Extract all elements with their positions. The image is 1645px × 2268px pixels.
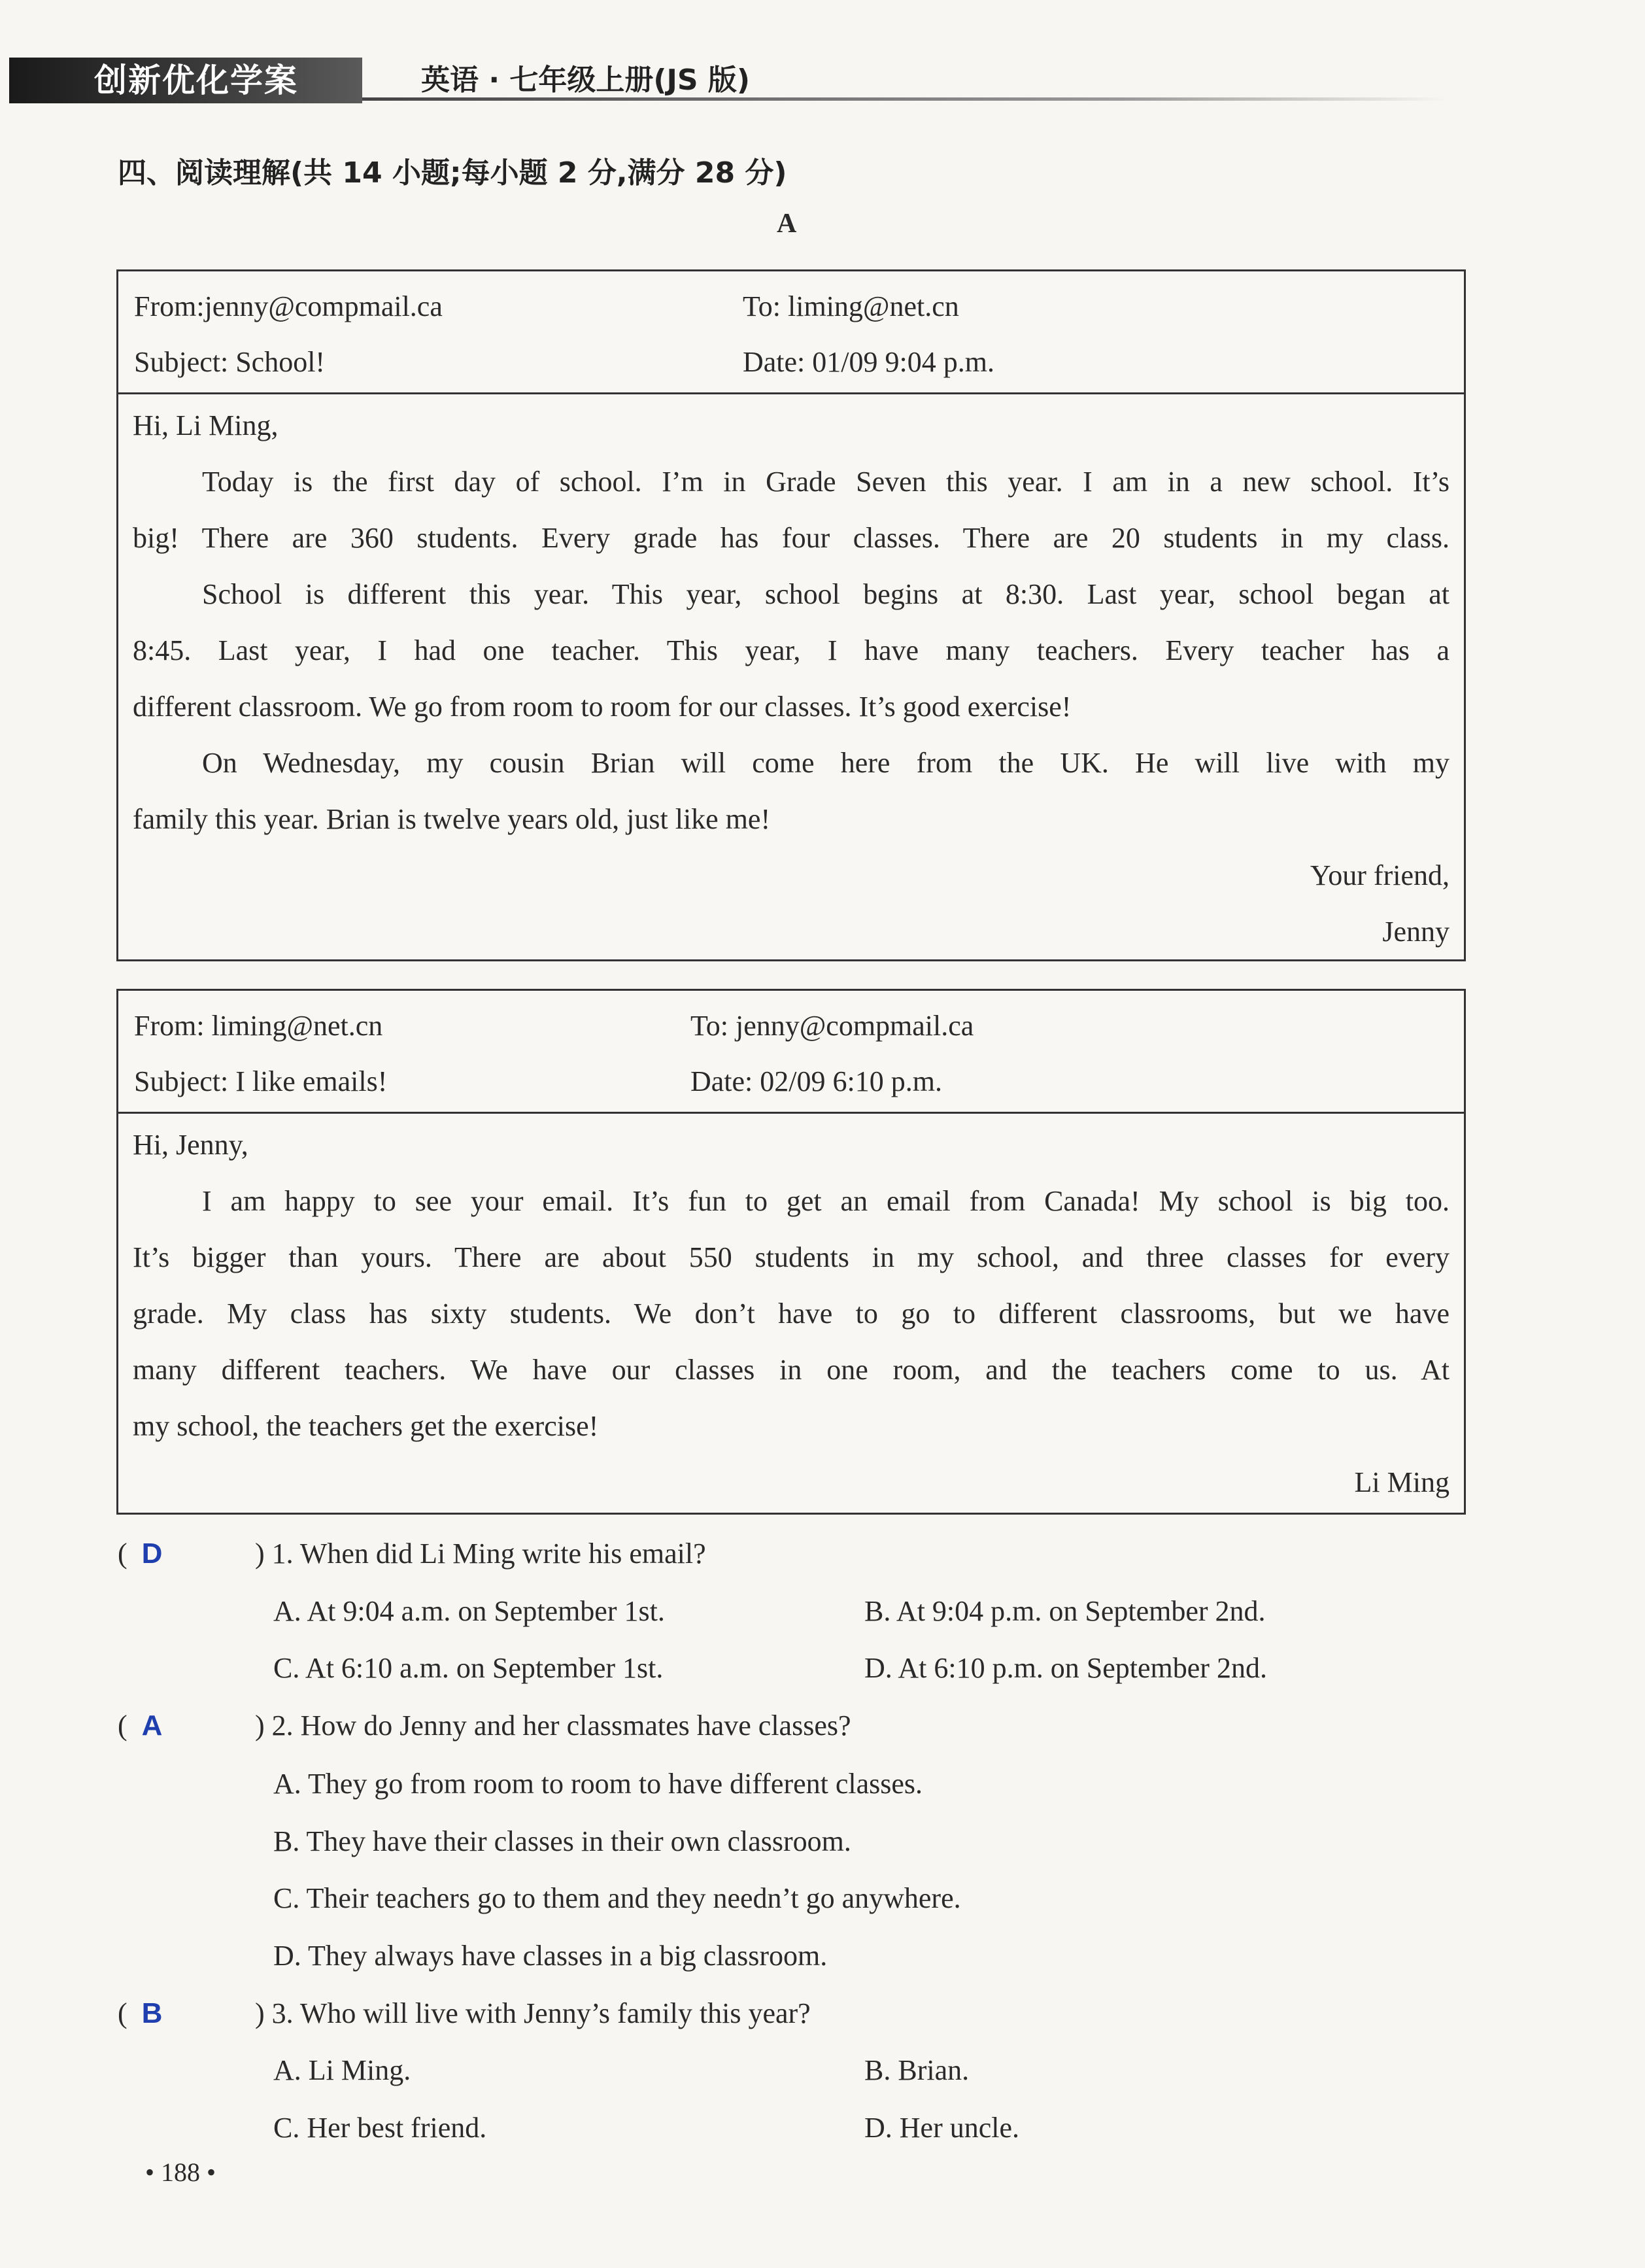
book-subject: 英语 · 七年级上册(JS 版)	[421, 63, 750, 97]
email-line: I am happy to see your email. It’s fun to get an email from Canada! My school is big too.	[202, 1185, 1450, 1217]
email-li-ming	[116, 989, 1466, 1515]
question-text: ) 2. How do Jenny and her classmates have classes?	[255, 1710, 851, 1742]
email-line: School is different this year. This year, school begins at 8:30. Last year, school began at	[202, 578, 1450, 610]
email-line: different classroom. We go from room to room for our classes. It’s good exercise!	[133, 691, 1072, 723]
option-d: D. At 6:10 p.m. on September 2nd.	[864, 1652, 1267, 1684]
header-divider	[362, 97, 1448, 101]
email-to: To: jenny@compmail.ca	[690, 1010, 974, 1042]
option-b: B. At 9:04 p.m. on September 2nd.	[864, 1595, 1266, 1627]
email-line: 8:45. Last year, I had one teacher. This year, I have many teachers. Every teacher has a	[133, 634, 1450, 666]
email-header	[118, 271, 1464, 394]
email-date: Date: 02/09 6:10 p.m.	[690, 1065, 942, 1097]
email-line: my school, the teachers get the exercise!	[133, 1410, 599, 1442]
question-text: ) 3. Who will live with Jenny’s family this year?	[255, 1997, 811, 2029]
email-greeting: Hi, Li Ming,	[133, 409, 279, 441]
email-line: grade. My class has sixty students. We don’t have to go to different classrooms, but we have	[133, 1297, 1450, 1330]
part-label: A	[777, 209, 797, 239]
question-3	[118, 1997, 811, 2030]
answer-slot: ( B	[118, 1997, 163, 2029]
email-closing: Your friend,	[1310, 859, 1450, 891]
email-signature: Li Ming	[1354, 1466, 1450, 1498]
email-line: It’s bigger than yours. There are about 550 students in my school, and three classes for every	[133, 1241, 1450, 1273]
email-signature: Jenny	[1382, 916, 1450, 948]
option-d: D. They always have classes in a big classroom.	[273, 1940, 828, 1972]
email-to: To: liming@net.cn	[743, 290, 959, 322]
option-c: C. Their teachers go to them and they needn’t go anywhere.	[273, 1882, 961, 1914]
option-b: B. They have their classes in their own classroom.	[273, 1825, 851, 1857]
question-text: ) 1. When did Li Ming write his email?	[255, 1538, 706, 1570]
email-subject: Subject: I like emails!	[134, 1065, 388, 1097]
answer-slot: ( A	[118, 1710, 163, 1742]
answer-letter: B	[141, 1997, 163, 2029]
brand-title: 创新优化学案	[9, 58, 362, 103]
email-greeting: Hi, Jenny,	[133, 1129, 248, 1161]
email-line: Today is the first day of school. I’m in Grade Seven this year. I am in a new school. It’s	[202, 466, 1450, 498]
email-subject: Subject: School!	[134, 346, 326, 378]
section-title: 四、阅读理解(共 14 小题;每小题 2 分,满分 28 分)	[118, 156, 787, 190]
option-a: A. Li Ming.	[273, 2054, 411, 2086]
option-c: C. Her best friend.	[273, 2112, 487, 2144]
email-from: From:jenny@compmail.ca	[134, 290, 443, 322]
page-header	[9, 58, 1448, 103]
email-header	[118, 991, 1464, 1114]
question-2	[118, 1709, 851, 1742]
option-a: A. At 9:04 a.m. on September 1st.	[273, 1595, 665, 1627]
email-from: From: liming@net.cn	[134, 1010, 383, 1042]
option-c: C. At 6:10 a.m. on September 1st.	[273, 1652, 664, 1684]
page-number: • 188 •	[145, 2157, 216, 2187]
option-a: A. They go from room to room to have different classes.	[273, 1768, 923, 1800]
option-d: D. Her uncle.	[864, 2112, 1020, 2144]
email-line: big! There are 360 students. Every grade has four classes. There are 20 students in my class.	[133, 522, 1450, 554]
email-line: On Wednesday, my cousin Brian will come here from the UK. He will live with my	[202, 747, 1450, 779]
email-jenny	[116, 269, 1466, 961]
email-line: many different teachers. We have our classes in one room, and the teachers come to us. At	[133, 1354, 1450, 1386]
email-line: family this year. Brian is twelve years old, just like me!	[133, 803, 771, 835]
answer-slot: ( D	[118, 1538, 163, 1570]
option-b: B. Brian.	[864, 2054, 970, 2086]
question-1	[118, 1537, 706, 1570]
answer-letter: A	[141, 1710, 163, 1742]
email-date: Date: 01/09 9:04 p.m.	[743, 346, 994, 378]
answer-letter: D	[141, 1538, 163, 1570]
